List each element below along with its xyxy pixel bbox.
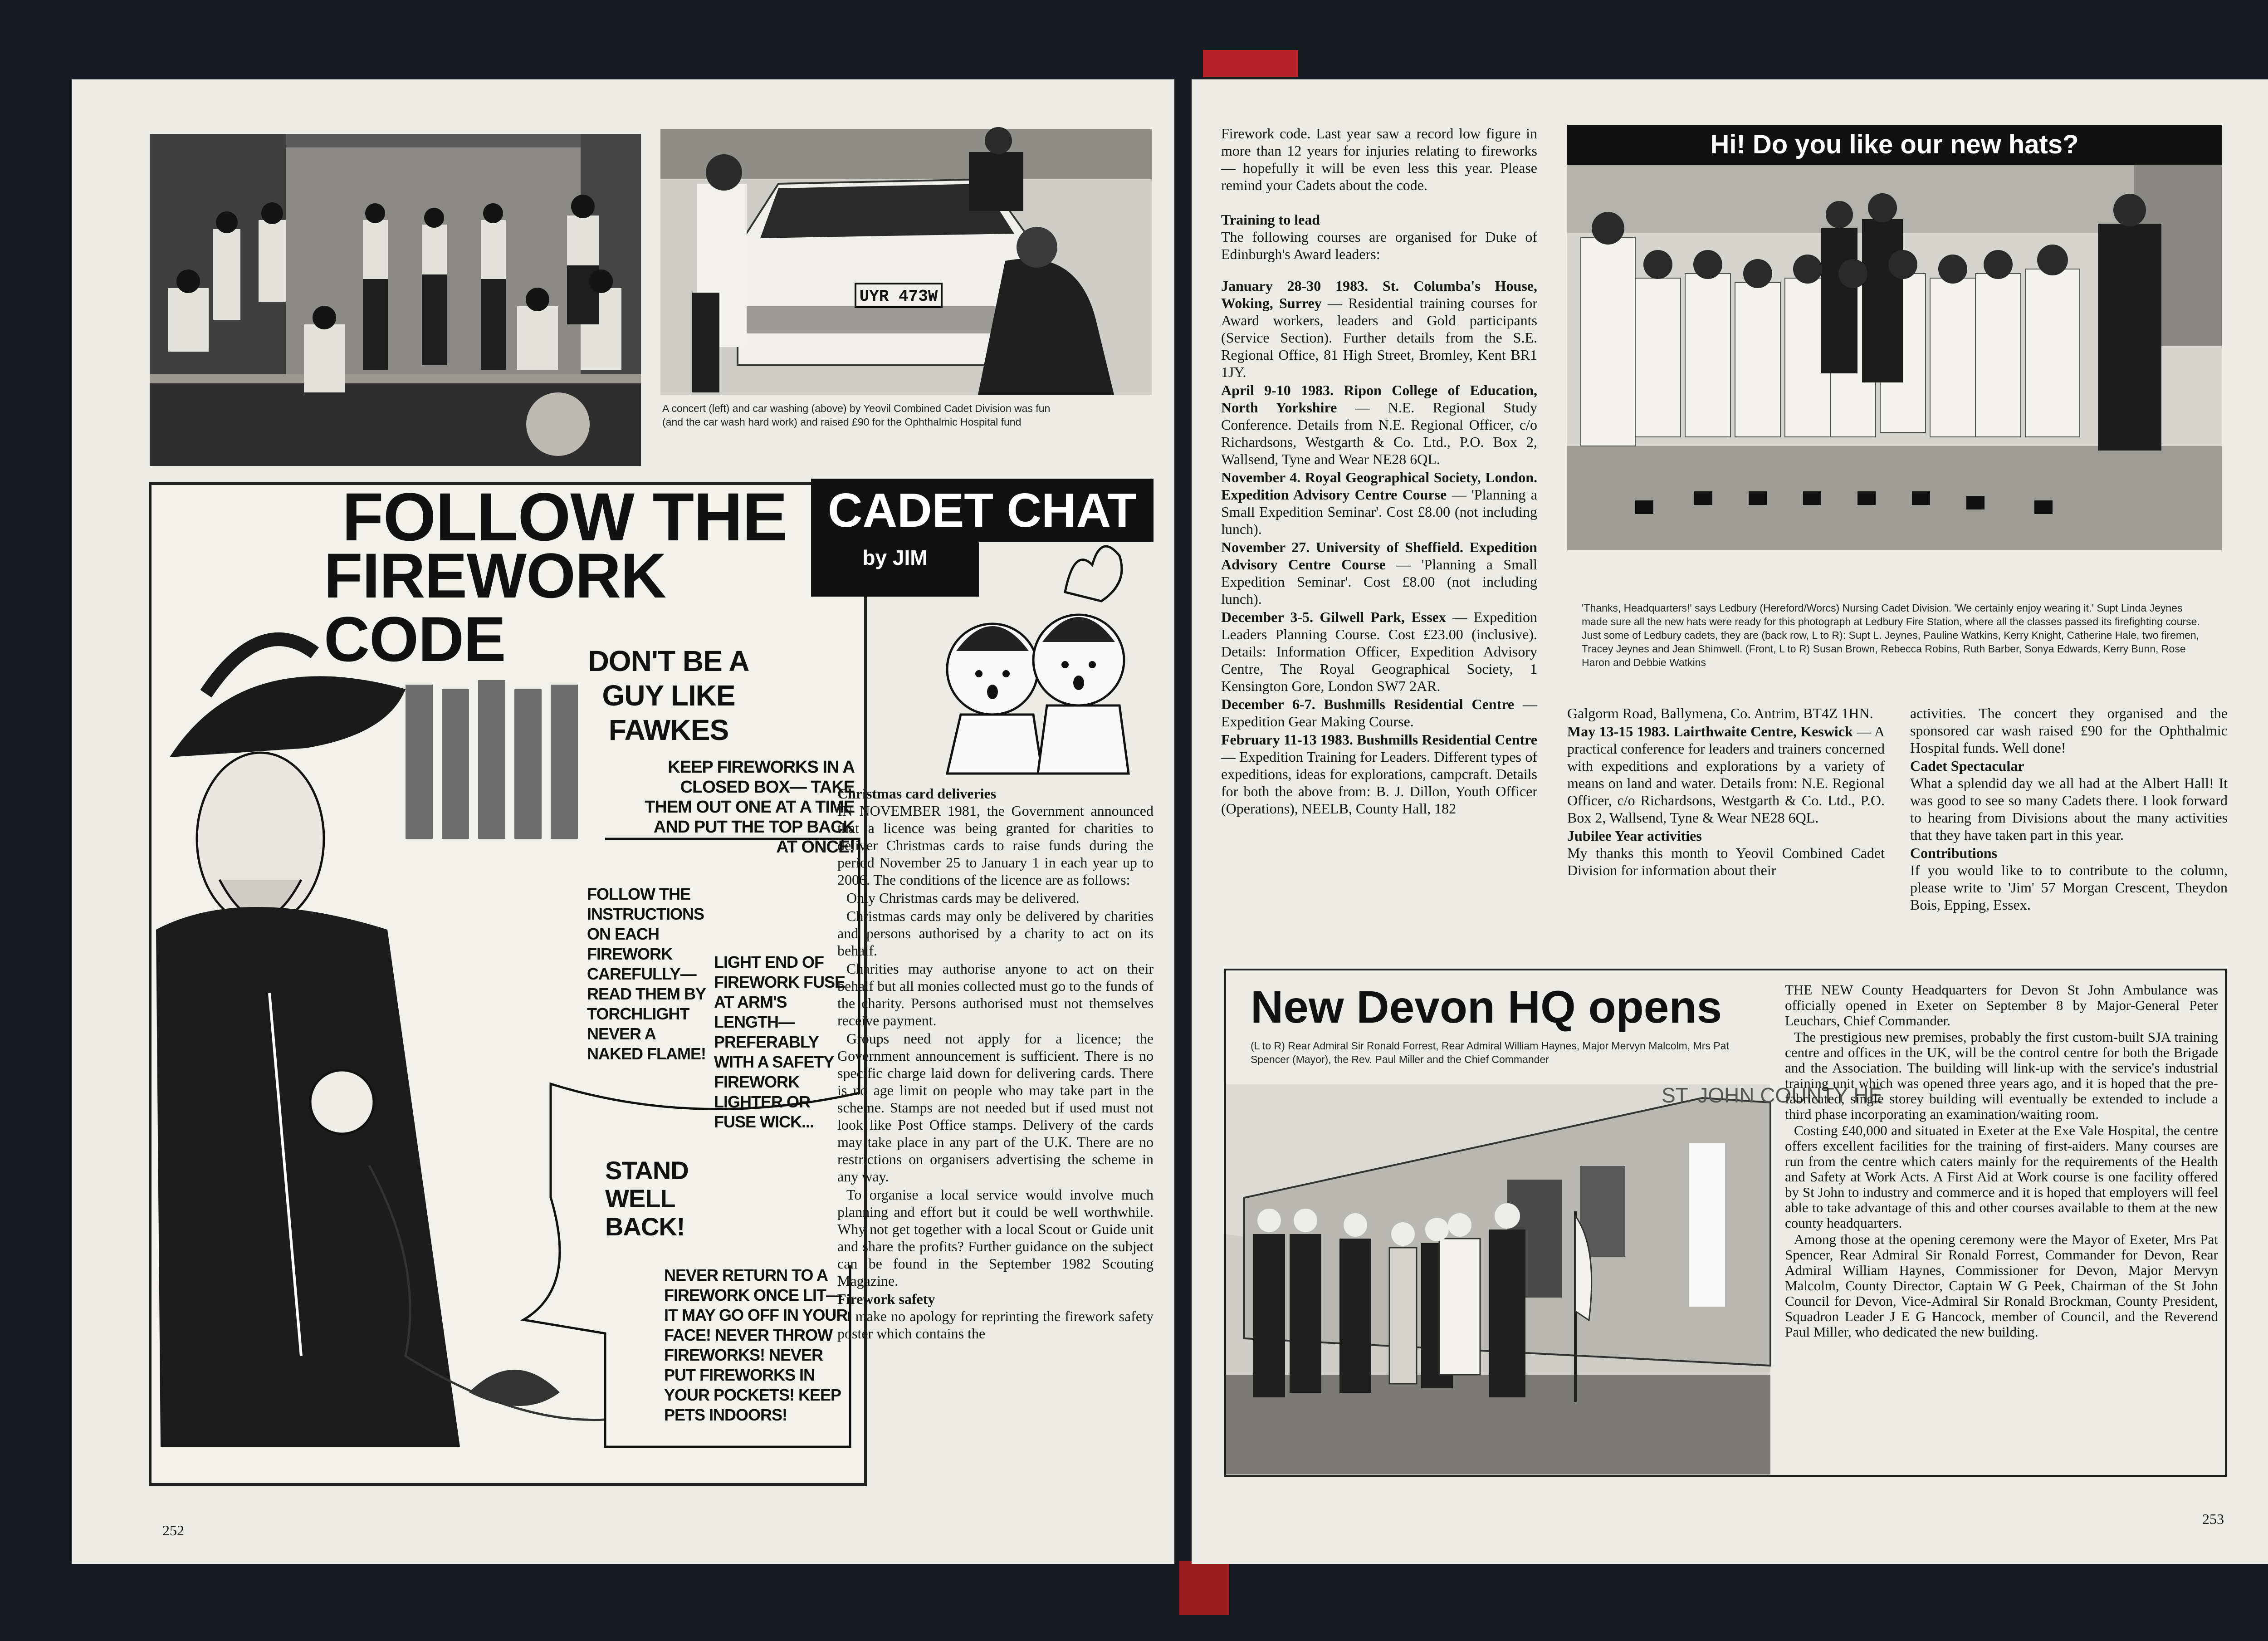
paragraph: Charities may authorise anyone to act on their behalf but all monies collected must go to the funds of the charity. Persons authorised must not themselves receive payment. [837, 960, 1154, 1029]
poster-tip-stand-back: STAND WELL BACK! [605, 1156, 689, 1241]
section-heading-christmas: Christmas card deliveries [837, 785, 997, 802]
paragraph: What a splendid day we all had at the Albert Hall! It was good to see so many Cadets there. I look forward to hearing from Divisions about the many activities that they have taken part in this year. [1910, 775, 2228, 843]
car-wash-photo [660, 129, 1152, 395]
soldiers-illustration [406, 680, 578, 839]
course-title: November 4. Royal Geographical Society, London. Expedition Advisory Centre Course [1221, 469, 1537, 503]
devon-caption: (L to R) Rear Admiral Sir Ronald Forrest, Rear Admiral William Haynes, Major Mervyn Malcolm, Mrs Pat Spencer (Mayor), the Rev. Paul Miller and the Chief Commander [1251, 1040, 1729, 1065]
paragraph: IN NOVEMBER 1981, the Government announced that a licence was being granted for charities to deliver Christmas cards to raise funds during the period November 25 to January 1 in each year up to 2006. The conditions of the licence are as follows: [837, 803, 1154, 888]
course-item [1221, 382, 1537, 468]
section-heading-firework: Firework safety [837, 1291, 935, 1307]
course-item [1221, 696, 1537, 730]
course-title: April 9-10 1983. Ripon College of Education, North Yorkshire [1221, 382, 1537, 416]
course-item [1221, 277, 1537, 381]
course-detail: — 'Planning a Small Expedition Seminar'. Cost £8.00 (not including lunch). [1221, 556, 1537, 607]
course-item [1221, 731, 1537, 817]
course-title: February 11-13 1983. Bushmills Residential Centre [1221, 731, 1537, 748]
page-number-left: 252 [162, 1522, 184, 1538]
left-page [72, 79, 1174, 1564]
car-plate: UYR 473W [859, 287, 938, 306]
course-detail: — Expedition Training for Leaders. Different types of expeditions, ideas for explorations, campcraft. Details for both the above from: B. J. Dillon, Youth Officer (Operations), NEELB, County Hall, 182 [1221, 749, 1537, 817]
devon-sign: ST. JOHN COUNTY HE [1662, 1083, 1883, 1107]
poster-slogan: DON'T BE A GUY LIKE FAWKES [588, 645, 749, 746]
course-detail: — 'Planning a Small Expedition Seminar'. Cost £8.00 (not including lunch). [1221, 486, 1538, 537]
poster-tip-never-return: NEVER RETURN TO A FIREWORK ONCE LIT— IT MAY GO OFF IN YOUR FACE! NEVER THROW FIREWORKS! NEVER PUT FIREWORKS IN YOUR POCKETS! KEEP PETS INDOORS! [664, 1266, 848, 1424]
course-detail: — Expedition Gear Making Course. [1221, 696, 1537, 730]
devon-article [1785, 982, 2218, 1341]
jubilee-heading: Jubilee Year activities [1567, 828, 1702, 844]
course-title: January 28-30 1983. St. Columba's House, Woking, Surrey [1221, 278, 1537, 311]
paragraph: My thanks this month to Yeovil Combined Cadet Division for information about their [1567, 845, 1885, 878]
hats-photo [1567, 165, 2222, 550]
paragraph: Costing £40,000 and situated in Exeter at the Exe Vale Hospital, the centre offers excellent facilities for the training of first-aiders. Many courses are run from the centre which caters mainly for the requirements of the Health and Safety at Work Acts. A First Aid at Work course is one facility offered by St John to industry and commerce and it is hoped that employers will feel able to take advantage of this and other courses available to them at the new county headquarters. [1785, 1122, 2218, 1231]
course-item [1221, 539, 1537, 607]
paragraph: To organise a local service would involve much planning and effort but it could be well worthwhile. Why not get together with a local Scout or Guide unit and share the profits? Further guidance on the subject can be found in the September 1982 Scouting Magazine. [837, 1186, 1154, 1289]
paragraph: Among those at the opening ceremony were the Mayor of Exeter, Mrs Pat Spencer, Rear Admiral Sir Ronald Forrest, Commander for Devon, Rear Admiral William Haynes, Commissioner for Devon, Major Mervyn Malcolm, County Director, Captain W G Peek, Chairman of the St John Council for Devon, Vice-Admiral Sir Ronald Brockman, County President, Squadron Leader J E G Hancock, member of Council, and the Reverend Paul Miller, who dedicated the new building. [1785, 1231, 2218, 1340]
poster-title-line1: FOLLOW THE [342, 479, 787, 555]
contributions-column [1910, 705, 2228, 914]
spine-ribbon-bottom [1179, 1561, 1229, 1615]
cadet-chat-cartoon [929, 538, 1138, 783]
spine-ribbon [1203, 50, 1298, 77]
poster-tip-instructions: FOLLOW THE INSTRUCTIONS ON EACH FIREWORK CAREFULLY— READ THEM BY TORCHLIGHT NEVER A NAKED FLAME! [587, 885, 706, 1063]
paragraph: The prestigious new premises, probably the first custom-built SJA training centre and offices in the UK, will be the control centre for both the Brigade and the Association. The building will link-up with the service's industrial training unit which was opened three years ago, and it is hoped that the pre-fabricated, single storey building will eventually be extended to include a third phase incorporating an examination/waiting room. [1785, 1029, 2218, 1122]
training-column [1221, 125, 1537, 818]
devon-heading: New Devon HQ opens [1251, 982, 1722, 1033]
course-detail: — Residential training courses for Award workers, leaders and Gold participants (Service Section). Further details from the S.E. Regional Office, 81 High Street, Bromley, Kent BR1 1JY. [1221, 295, 1537, 380]
firework-code-poster [149, 479, 867, 1486]
course-item [1221, 608, 1537, 695]
cadet-chat-article [837, 785, 1154, 1343]
paragraph: THE NEW County Headquarters for Devon St John Ambulance was officially opened in Exeter on September 8 by Major-General Peter Leuchars, Chief Commander. [1785, 982, 2218, 1029]
poster-tip-arms-length: LIGHT END OF FIREWORK FUSE AT ARM'S LENGTH— PREFERABLY WITH A SAFETY FIREWORK LIGHTER OR FUSE WICK... [714, 953, 845, 1131]
course-title: December 6-7. Bushmills Residential Centre [1221, 696, 1515, 712]
paragraph: I make no apology for reprinting the firework safety poster which contains the [837, 1308, 1154, 1342]
course-detail: — A practical conference for leaders and trainers concerned with expeditions and explorations by a variety of means on land and water. Details from: N.E. Regional Officer, c/o Richardsons, Westgarth & Co. Ltd., P.O. Box 2, Wallsend, Tyne & Wear NE28 6QL. [1567, 723, 1885, 826]
paragraph: Firework code. Last year saw a record low figure in more than 12 years for injuries relating to fireworks — hopefully it will be even less this year. Please remind your Cadets about the code. [1221, 125, 1537, 193]
contributions-heading: Contributions [1910, 845, 1998, 861]
course-detail: — Expedition Leaders Planning Course. Cost £23.00 (inclusive). Details: Information Officer, Expedition Advisory Centre, The Royal Geographical Society, 1 Kensington Gore, London SW7 2AR. [1221, 609, 1537, 694]
paragraph: Only Christmas cards may be delivered. [846, 890, 1080, 906]
lairthwaite-column [1567, 705, 1885, 880]
course-title: December 3-5. Gilwell Park, Essex [1221, 609, 1446, 625]
course-detail: — N.E. Regional Study Conference. Details from N.E. Regional Officer, c/o Richardsons, Westgarth & Co. Ltd., P.O. Box 2, Wallsend, Tyne and Wear NE28 6QL. [1221, 399, 1537, 467]
paragraph: Christmas cards may only be delivered by charities and persons authorised by a charity to act on its behalf. [837, 908, 1154, 959]
spectacular-heading: Cadet Spectacular [1910, 758, 2024, 774]
training-heading: Training to lead [1221, 211, 1320, 228]
poster-tip-closed-box: KEEP FIREWORKS IN A CLOSED BOX— TAKE THEM OUT ONE AT A TIME AND PUT THE TOP BACK AT ONCE! [645, 758, 855, 857]
byline: by JIM [811, 542, 979, 597]
hats-heading: Hi! Do you like our new hats? [1567, 125, 2222, 165]
hats-caption: 'Thanks, Headquarters!' says Ledbury (Hereford/Worcs) Nursing Cadet Division. 'We certainly enjoy wearing it.' Supt Linda Jeynes made sure all the new hats were ready for this photograph at Ledbury Fire Station, where all the classes passed its firefighting course. Just some of Ledbury cadets, they are (back row, L to R): Supt L. Jeynes, Pauline Watkins, Kerry Knight, Catherine Hale, two firemen, Tracey Jeynes and Jean Shimwell. (Front, L to R) Susan Brown, Rebecca Robins, Ruth Barber, Sonya Edwards, Kerry Bunn, Rose Haron and Debbie Watkins [1582, 602, 2200, 668]
car-wash-caption: A concert (left) and car washing (above) by Yeovil Combined Cadet Division was fun (and the car wash hard work) and raised £90 for the Ophthalmic Hospital fund [662, 402, 1051, 428]
paragraph: activities. The concert they organised and the sponsored car wash raised £90 for the Ophthalmic Hospital funds. Well done! [1910, 705, 2228, 756]
devon-hq-photo [1226, 1083, 1883, 1474]
course-item [1221, 469, 1537, 538]
column-title: CADET CHAT [811, 479, 1154, 542]
paragraph: The following courses are organised for Duke of Edinburgh's Award leaders: [1221, 229, 1537, 262]
poster-title-line2: FIREWORK CODE [324, 540, 666, 675]
paragraph: Galgorm Road, Ballymena, Co. Antrim, BT4Z 1HN. [1567, 705, 1873, 721]
course-item [1567, 723, 1885, 826]
concert-photo [150, 134, 641, 466]
course-title: May 13-15 1983. Lairthwaite Centre, Keswick [1567, 723, 1853, 740]
course-title: November 27. University of Sheffield. Expedition Advisory Centre Course [1221, 539, 1537, 573]
page-number-right: 253 [2202, 1511, 2224, 1527]
right-page [1192, 79, 2268, 1564]
paragraph: Groups need not apply for a licence; the Government announcement is sufficient. There is no specific charge laid down for delivering cards. There is no age limit on people who may take part in the scheme. Stamps are not needed but if used must not look like Post Office stamps. Delivery of the cards may take place in any part of the U.K. There are no restrictions on organisers advertising the scheme in any way. [837, 1030, 1154, 1185]
paragraph: If you would like to to contribute to the column, please write to 'Jim' 57 Morgan Crescent, Theydon Bois, Epping, Essex. [1910, 862, 2228, 913]
